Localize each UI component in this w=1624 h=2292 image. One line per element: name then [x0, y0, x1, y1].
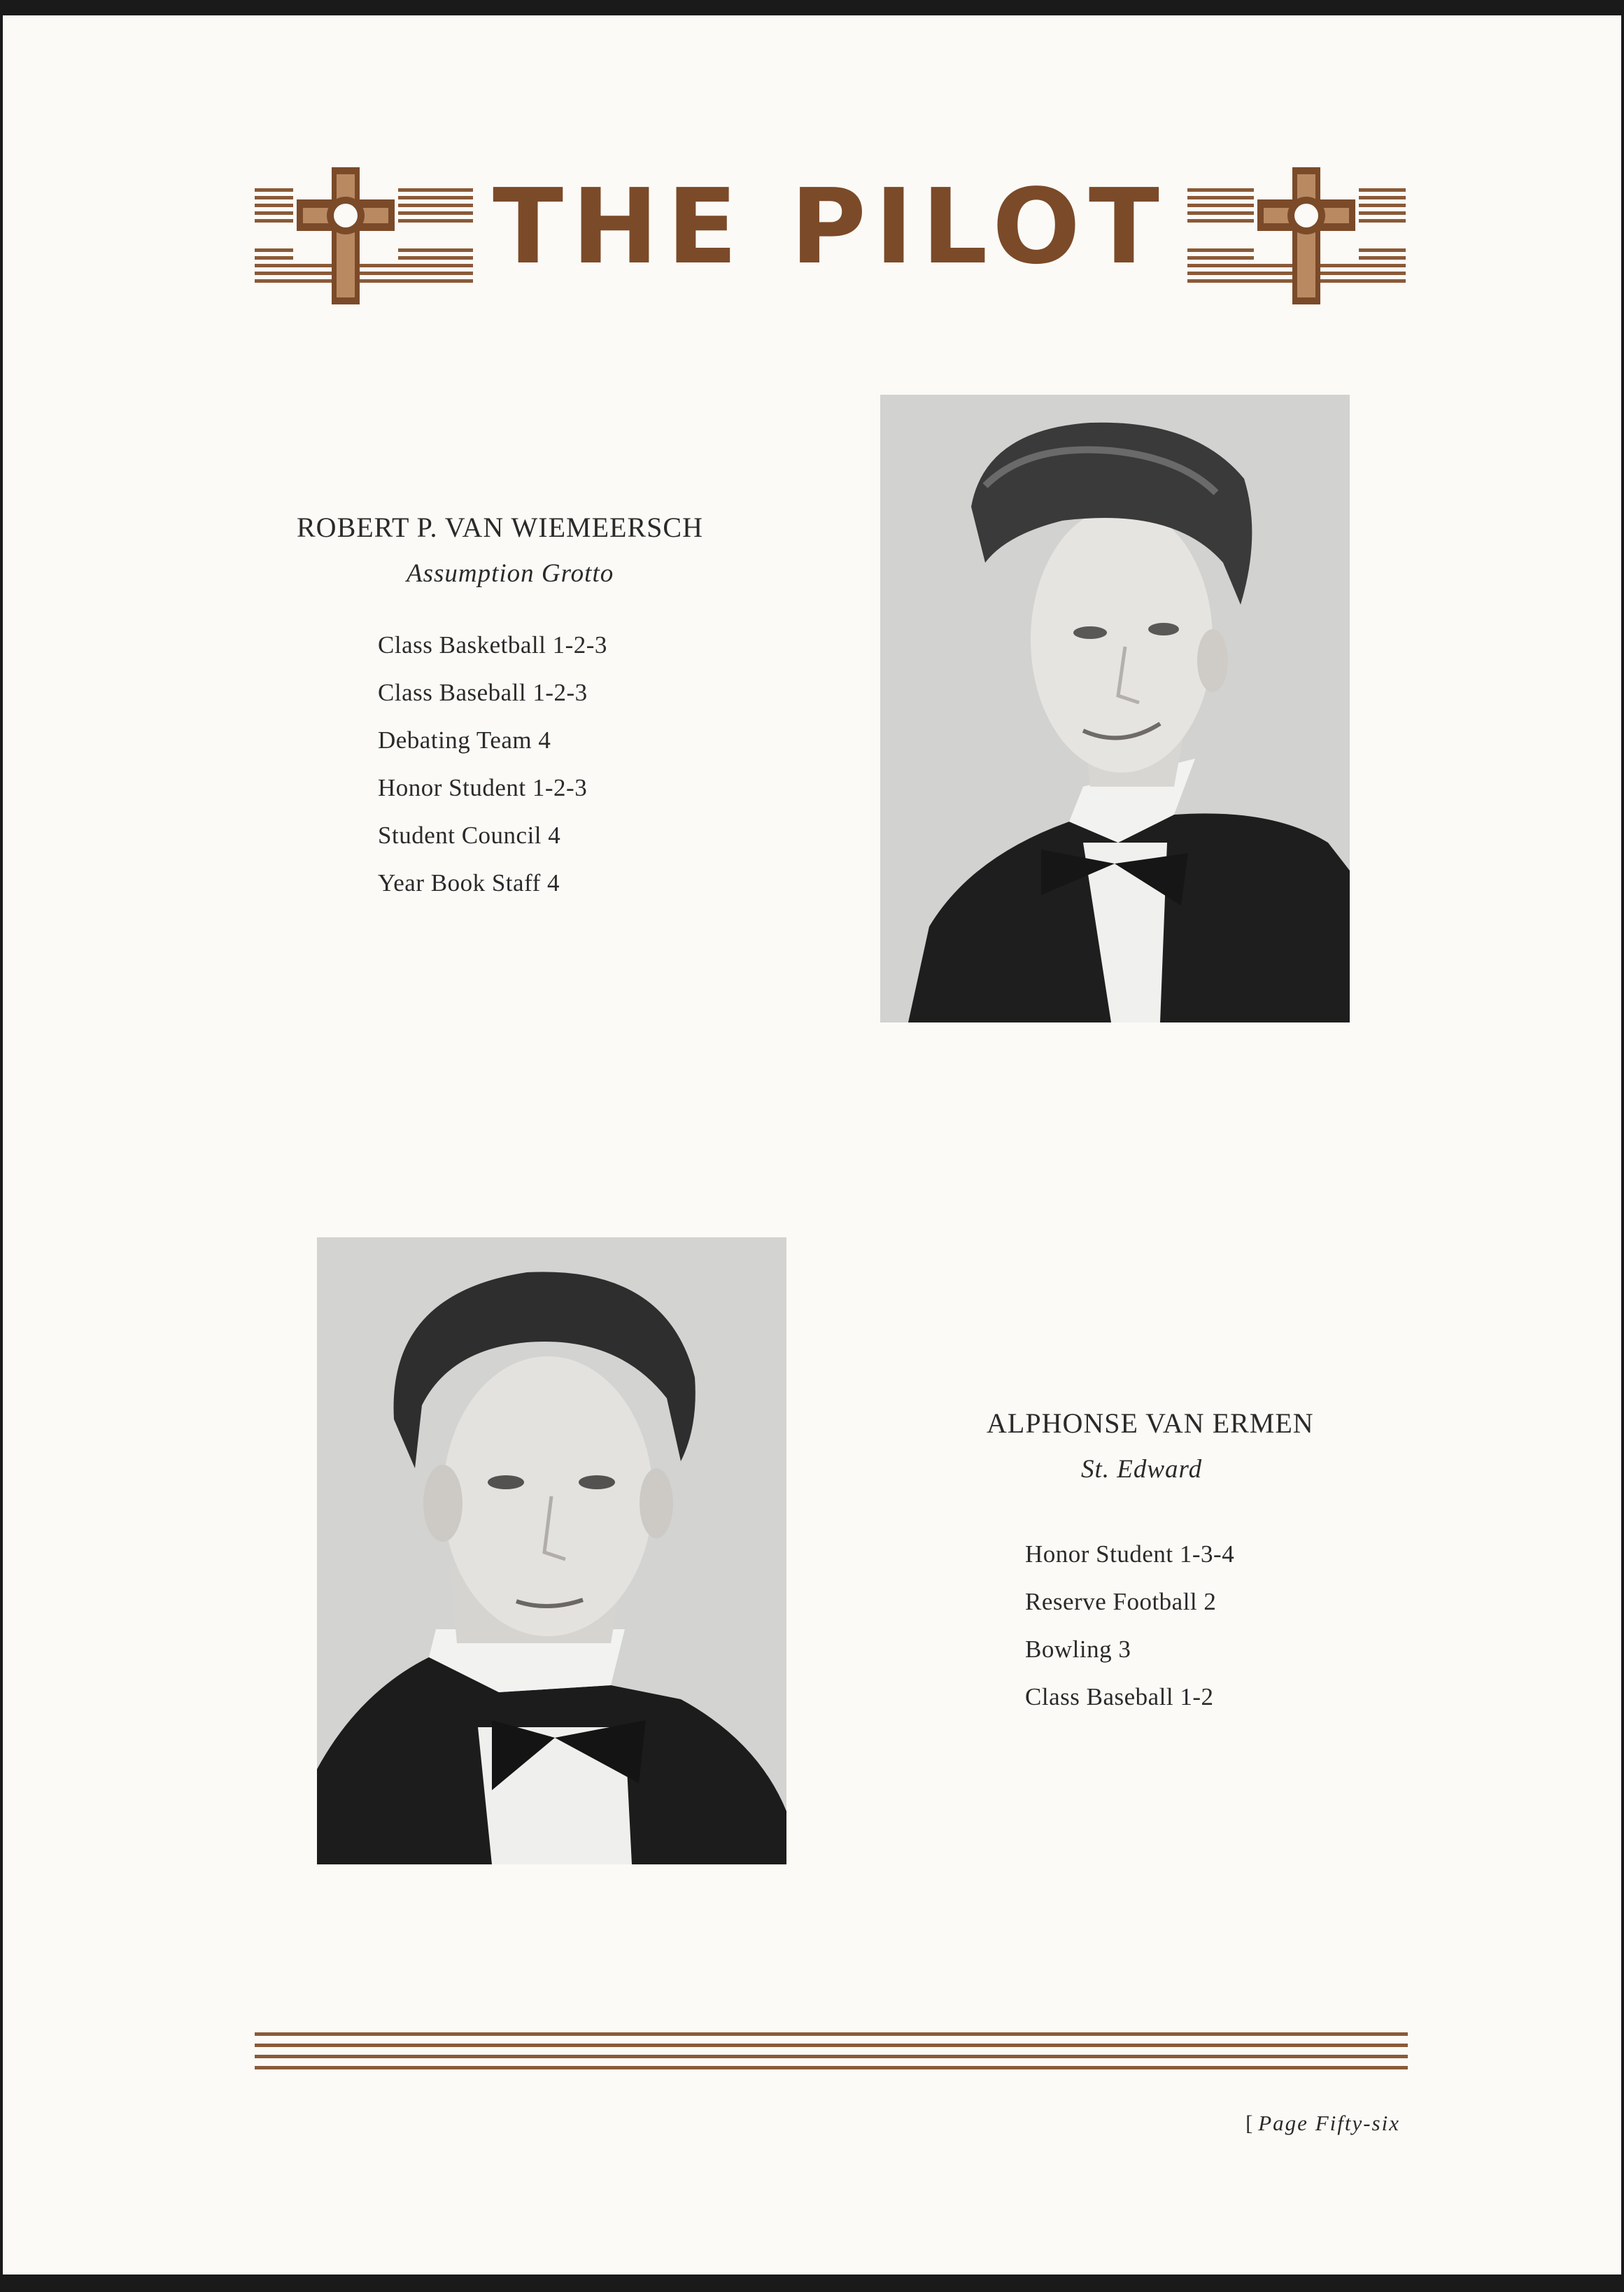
activity-item: Class Baseball 1-2-3 [378, 679, 588, 706]
footer-rule [255, 2032, 1408, 2077]
student-parish: St. Edward [1081, 1455, 1203, 1484]
page-number [1245, 2111, 1400, 2136]
activity-item: Honor Student 1-3-4 [1025, 1540, 1235, 1568]
page-number-bracket: [ [1245, 2111, 1253, 2135]
student-name: ROBERT P. VAN WIEMEERSCH [297, 512, 703, 543]
masthead [255, 164, 1406, 311]
activity-list [378, 621, 607, 907]
activity-item: Debating Team 4 [378, 726, 551, 754]
activity-item: Bowling 3 [1025, 1636, 1131, 1663]
cross-icon [1254, 164, 1359, 308]
yearbook-page [3, 15, 1621, 2275]
publication-title-text: THE PILOT [473, 167, 1187, 287]
student-portrait-photo [880, 395, 1350, 1022]
activity-item: Class Baseball 1-2 [1025, 1683, 1214, 1710]
activity-item: Reserve Football 2 [1025, 1588, 1217, 1615]
activity-item: Student Council 4 [378, 822, 561, 849]
page-number-label: Page Fifty-six [1258, 2111, 1400, 2135]
activity-item: Year Book Staff 4 [378, 869, 560, 897]
student-parish: Assumption Grotto [407, 559, 614, 588]
activity-item: Honor Student 1-2-3 [378, 774, 588, 801]
publication-title [255, 167, 1406, 287]
activity-item: Class Basketball 1-2-3 [378, 631, 607, 659]
activity-list [1025, 1531, 1234, 1721]
cross-icon [293, 164, 398, 308]
student-portrait-photo [317, 1237, 786, 1864]
student-name: ALPHONSE VAN ERMEN [987, 1407, 1314, 1439]
